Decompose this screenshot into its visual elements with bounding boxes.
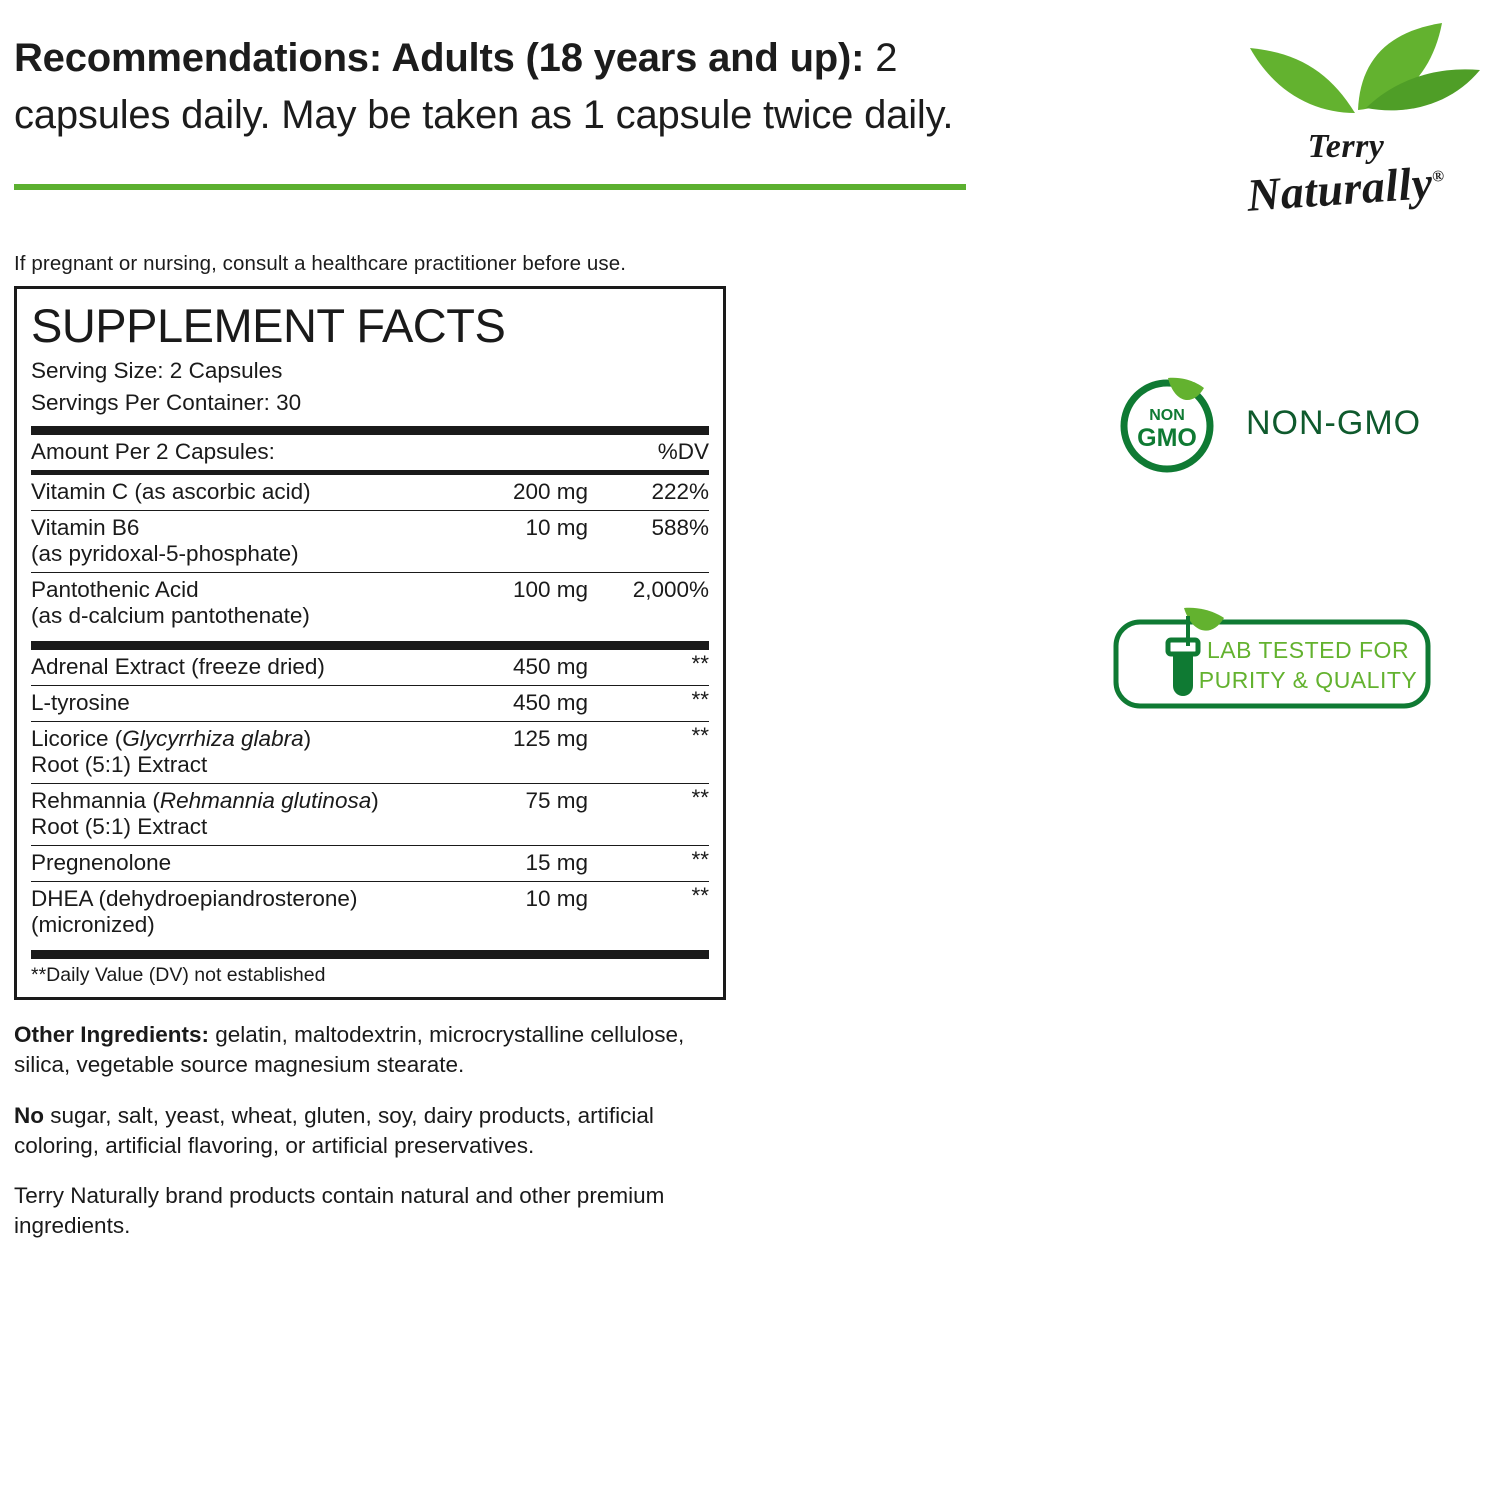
dv-footnote: **Daily Value (DV) not established: [31, 964, 326, 987]
vitamins-table: [31, 475, 709, 634]
amount-per-header: Amount Per 2 Capsules:: [31, 435, 438, 471]
left-column: [14, 0, 974, 1241]
nutrient-name: Vitamin C (as ascorbic acid): [31, 475, 438, 511]
botanicals-table: [31, 650, 709, 943]
ingredient-name: L-tyrosine: [31, 686, 438, 722]
ingredient-amount: 450 mg: [438, 686, 604, 722]
nutrient-amount: 100 mg: [512, 577, 588, 603]
other-ingredients: [14, 1020, 734, 1080]
ingredient-amount: 75 mg: [438, 784, 604, 846]
amount-col-spacer: [438, 435, 604, 471]
nutrient-amount: 200 mg: [438, 475, 604, 511]
table-row: [31, 686, 709, 722]
ingredient-amount: 450 mg: [438, 650, 604, 686]
table-row: [31, 573, 709, 635]
nutrient-name-sub: (as pyridoxal-5-phosphate): [31, 541, 299, 567]
table-row: [31, 722, 709, 784]
nutrient-name-main: Vitamin B6: [31, 515, 140, 541]
logo-naturally-text: Naturally: [1245, 157, 1435, 221]
nutrient-dv: 588%: [604, 511, 709, 573]
supplement-facts-title: SUPPLEMENT FACTS: [31, 298, 506, 352]
svg-text:LAB TESTED FOR: LAB TESTED FOR: [1206, 637, 1410, 663]
logo-line-terry: Terry: [1307, 128, 1385, 165]
green-divider: [14, 184, 966, 190]
latin-name: Rehmannia glutinosa: [159, 788, 372, 814]
panel-rule-thick-top: [31, 426, 709, 435]
nutrient-dv: 2,000%: [632, 577, 709, 603]
serving-size: Serving Size: 2 Capsules: [31, 358, 283, 384]
logo-wordmark: [1196, 128, 1496, 221]
free-from-statement: [14, 1101, 734, 1161]
ingredient-dv: **: [604, 686, 709, 722]
leaf-logo-icon: [1180, 18, 1500, 138]
nutrient-name-main: Pantothenic Acid: [31, 577, 199, 603]
table-header-row: [31, 435, 709, 471]
table-row: [31, 784, 709, 846]
ingredient-amount: 125 mg: [438, 722, 604, 784]
bottom-text-block: [14, 1020, 734, 1241]
supplement-facts-panel: [14, 286, 726, 1001]
brand-logo: [1180, 18, 1500, 268]
ingredient-amount: 10 mg: [525, 886, 588, 912]
lab-tested-icon: [1112, 600, 1432, 720]
ingredient-name-sub: (micronized): [31, 912, 155, 938]
nutrient-amount: 10 mg: [438, 511, 604, 573]
registered-mark: ®: [1431, 167, 1446, 186]
svg-text:NON: NON: [1149, 407, 1185, 424]
ingredient-name: Pregnenolone: [31, 846, 438, 882]
ingredient-name-main: DHEA (dehydroepiandrosterone): [31, 886, 358, 912]
table-row: [31, 475, 709, 511]
panel-rule-thick-bottom: [31, 950, 709, 959]
right-column: [1090, 0, 1500, 725]
ingredient-name-sub: Root (5:1) Extract: [31, 752, 208, 778]
ingredient-name-main: Licorice (Glycyrrhiza glabra): [31, 726, 312, 752]
ingredient-name: [31, 882, 438, 944]
ingredient-dv: **: [691, 883, 709, 909]
nutrient-name-sub: (as d-calcium pantothenate): [31, 603, 310, 629]
ingredient-name: [31, 784, 438, 846]
table-row: [31, 846, 709, 882]
svg-text:GMO: GMO: [1137, 424, 1197, 452]
ingredient-dv: **: [604, 784, 709, 846]
ingredient-name: Adrenal Extract (freeze dried): [31, 650, 438, 686]
svg-text:PURITY & QUALITY: PURITY & QUALITY: [1198, 667, 1418, 693]
no-text: sugar, salt, yeast, wheat, gluten, soy, dairy products, artificial coloring, artificial flavoring, or artificial preservatives.: [14, 1102, 654, 1158]
no-label: No: [14, 1102, 44, 1128]
ingredient-dv: **: [604, 722, 709, 784]
pregnancy-warning: If pregnant or nursing, consult a healthcare practitioner before use.: [14, 251, 627, 275]
non-gmo-label: NON-GMO: [1246, 403, 1422, 442]
ingredient-dv: **: [604, 846, 709, 882]
supplement-facts-table: [31, 435, 709, 471]
table-row: [31, 882, 709, 944]
other-ingredients-text: gelatin, maltodextrin, microcrystalline cellulose, silica, vegetable source magnesium stearate.: [14, 1022, 685, 1078]
ingredient-amount: 15 mg: [438, 846, 604, 882]
ingredient-name: [31, 722, 438, 784]
nutrient-dv: 222%: [604, 475, 709, 511]
non-gmo-badge: [1112, 368, 1500, 478]
non-gmo-icon: [1112, 368, 1222, 478]
latin-name: Glycyrrhiza glabra: [122, 726, 304, 752]
table-row: [31, 511, 709, 573]
ingredient-name-main: Rehmannia (Rehmannia glutinosa): [31, 788, 379, 814]
brand-statement: Terry Naturally brand products contain natural and other premium ingredients.: [14, 1182, 665, 1238]
other-ingredients-label: Other Ingredients:: [14, 1022, 210, 1048]
recommendations-lead: Recommendations: Adults (18 years and up):: [14, 36, 865, 80]
panel-rule-thick-mid: [31, 641, 709, 650]
recommendations-text: [14, 0, 974, 144]
nutrient-name: [31, 511, 438, 573]
table-row: [31, 650, 709, 686]
lab-tested-badge: [1112, 600, 1500, 725]
ingredient-dv: **: [604, 650, 709, 686]
dv-header: %DV: [604, 435, 709, 471]
recommendations-body: 2 capsules daily. May be taken as 1 capsule twice daily.: [14, 36, 954, 137]
ingredient-name-sub: Root (5:1) Extract: [31, 814, 208, 840]
nutrient-name: [31, 573, 438, 635]
servings-per-container: Servings Per Container: 30: [31, 390, 302, 416]
